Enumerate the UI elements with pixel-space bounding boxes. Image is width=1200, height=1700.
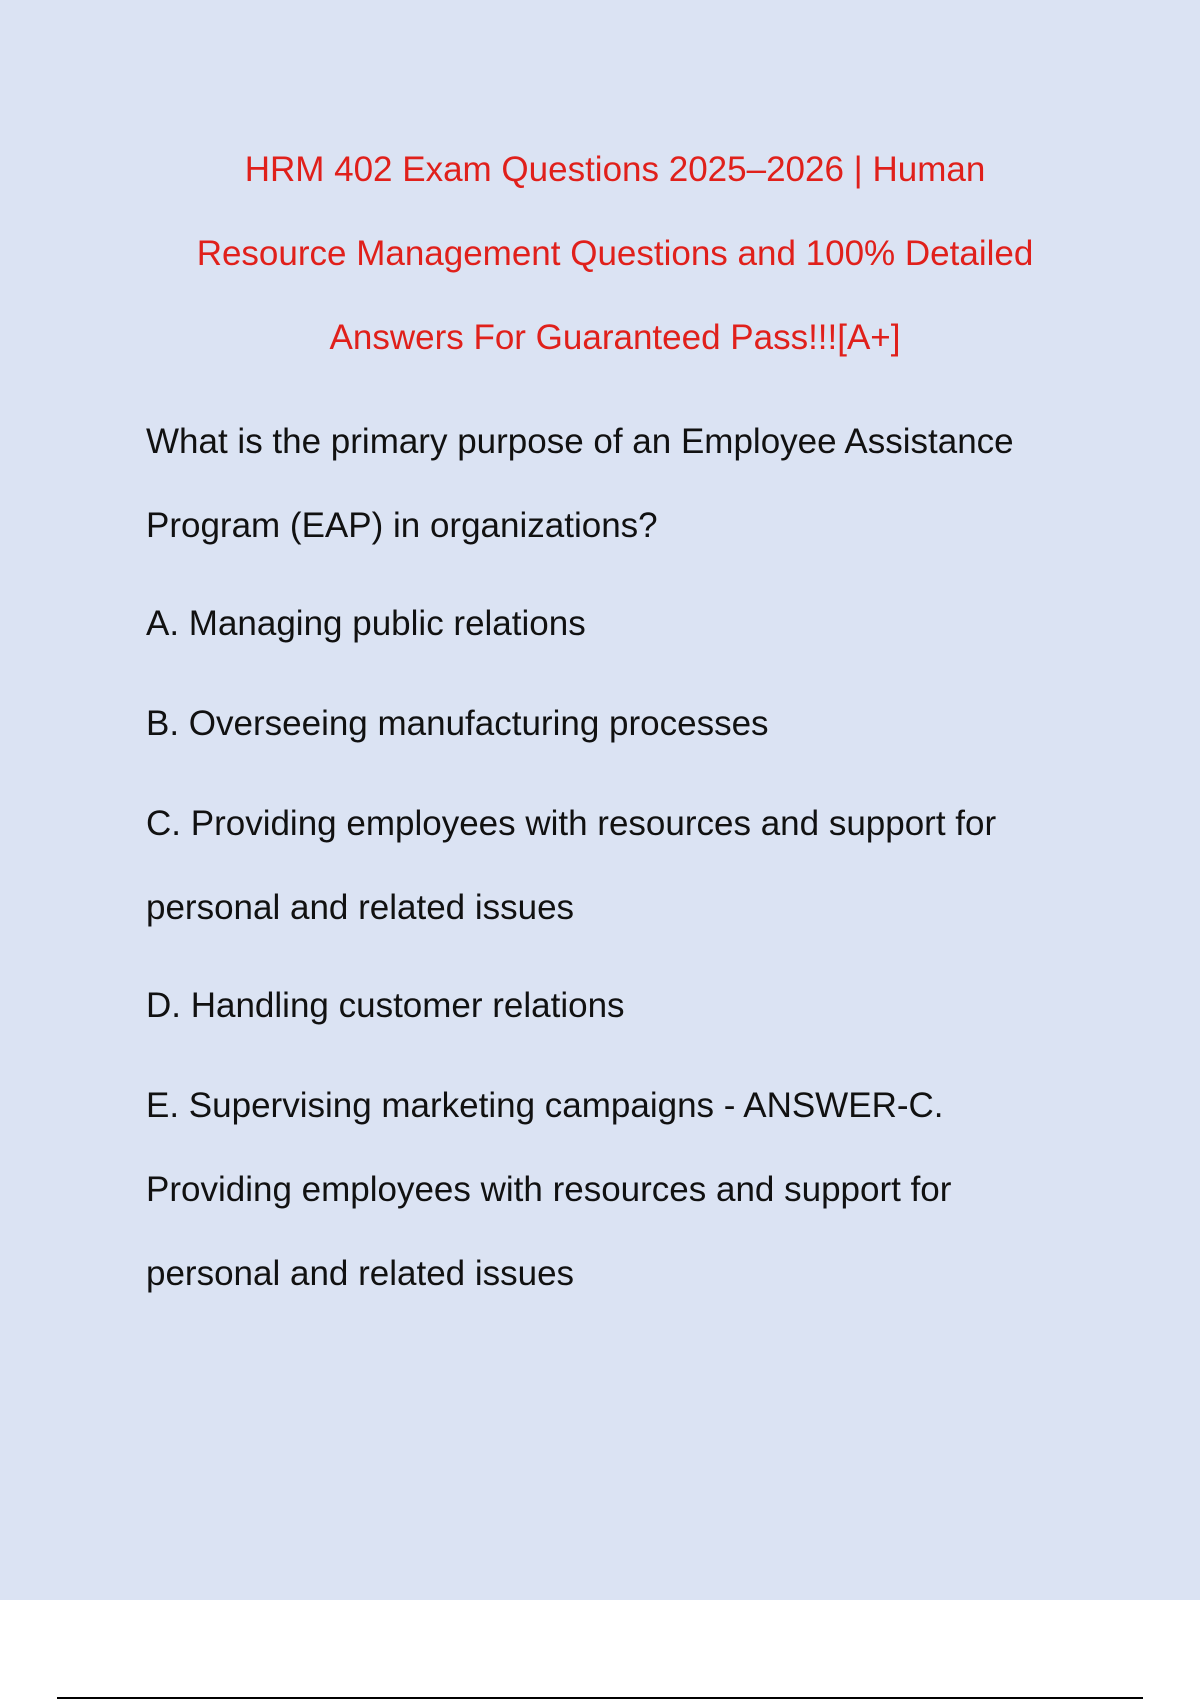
answer-line: personal and related issues: [146, 1254, 575, 1293]
footer-divider: [57, 1697, 1143, 1699]
answer-line: Providing employees with resources and support for: [146, 1170, 952, 1209]
option-d: [146, 964, 1086, 1048]
option-line: C. Providing employees with resources and support for: [146, 804, 997, 843]
option-line: E. Supervising marketing campaigns - ANSWER-C.: [146, 1086, 944, 1125]
option-line: D. Handling customer relations: [146, 986, 625, 1025]
question-line: Program (EAP) in organizations?: [146, 506, 658, 545]
title-line: HRM 402 Exam Questions 2025–2026 | Human: [244, 150, 986, 189]
option-line: B. Overseeing manufacturing processes: [146, 704, 769, 743]
document-title: [110, 128, 1120, 380]
option-a: [146, 582, 1086, 666]
question-line: What is the primary purpose of an Employee Assistance: [146, 422, 1014, 461]
option-c: [146, 782, 1086, 950]
question-text: [146, 400, 1086, 568]
option-b: [146, 682, 1086, 766]
option-e-with-answer: [146, 1064, 1086, 1316]
option-line: A. Managing public relations: [146, 604, 586, 643]
title-line: Answers For Guaranteed Pass!!![A+]: [329, 318, 901, 357]
title-line: Resource Management Questions and 100% Detailed: [196, 234, 1034, 273]
question-block: [146, 400, 1086, 1316]
option-line: personal and related issues: [146, 888, 575, 927]
